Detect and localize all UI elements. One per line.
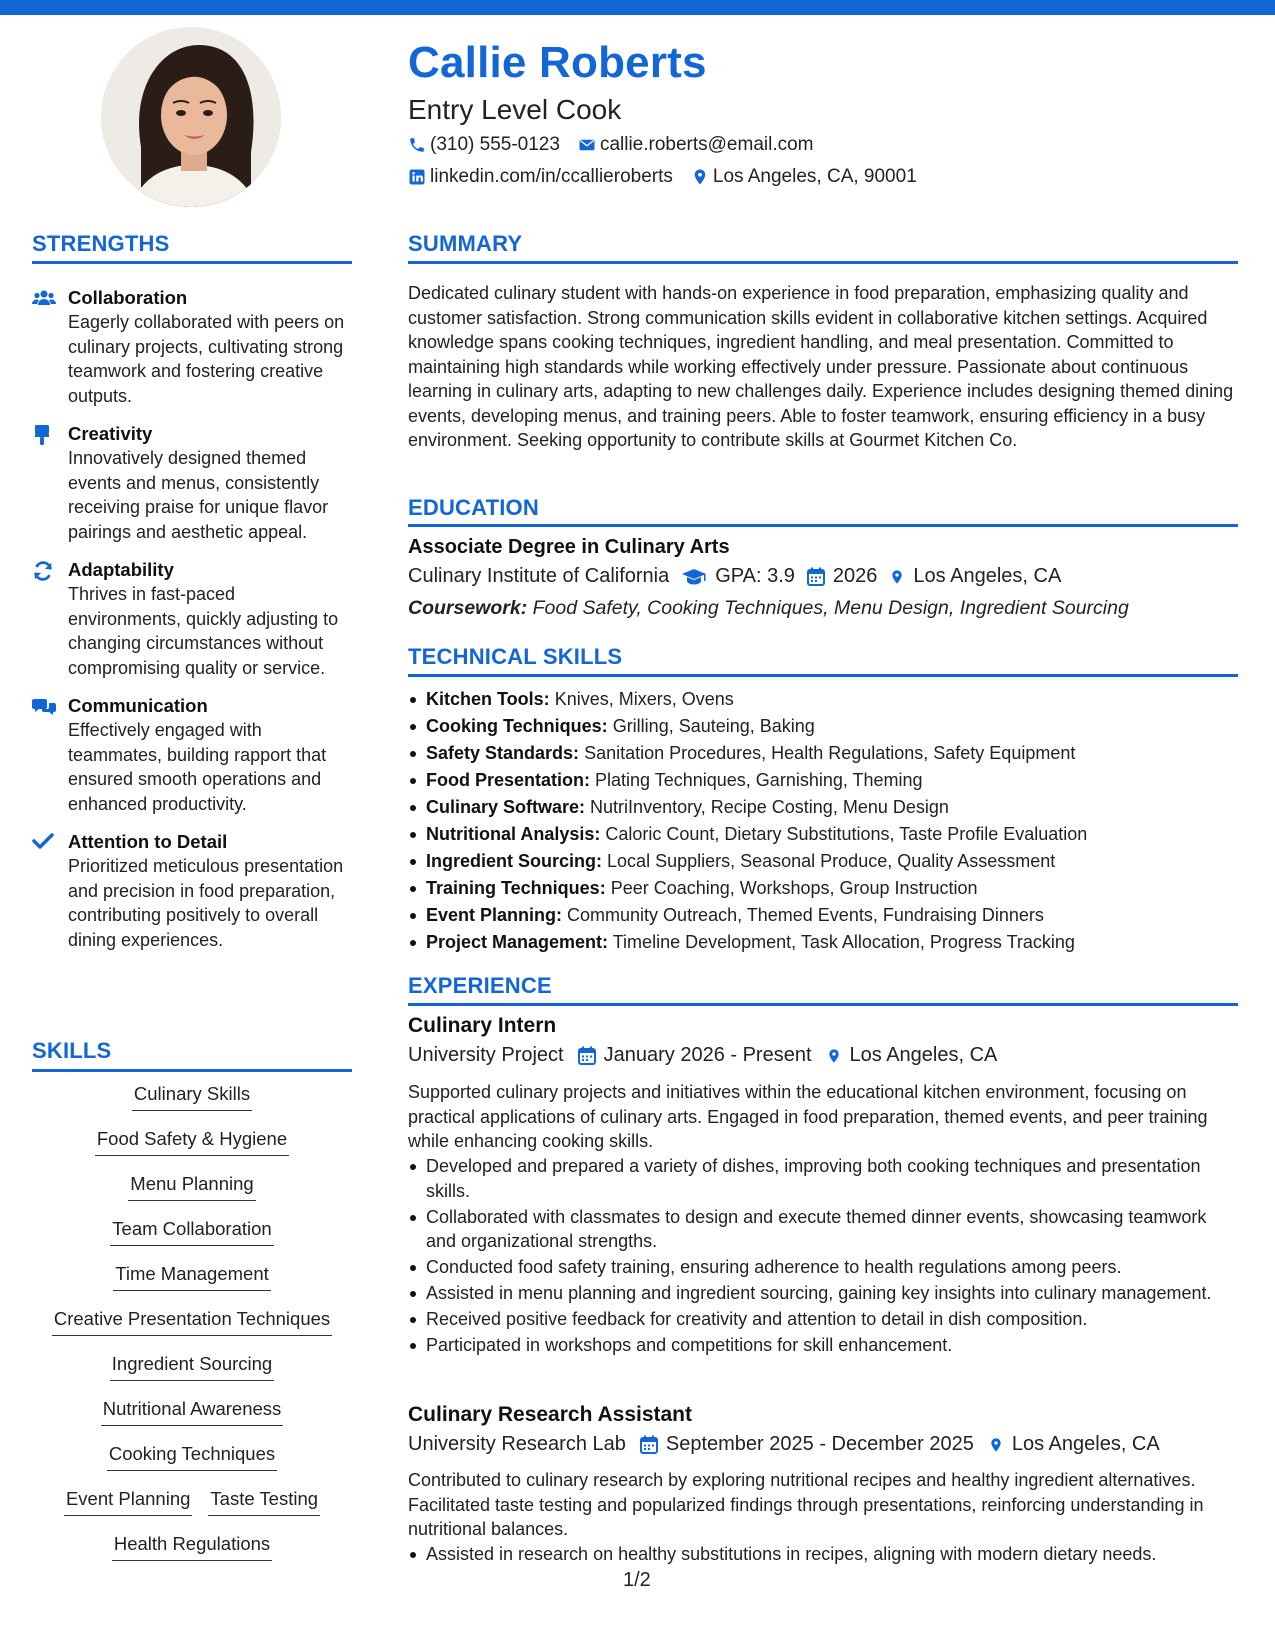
degree-title: Associate Degree in Culinary Arts [408, 536, 730, 558]
strength-desc: Innovatively designed themed events and menus, consistently receiving praise for unique flavor pairings and aesthetic appeal. [68, 448, 329, 542]
tech-skill-item [408, 875, 1238, 902]
tech-skill-label: Cooking Techniques: [426, 716, 608, 736]
experience-rule [408, 1003, 1238, 1006]
skills-rule [32, 1069, 352, 1072]
strength-title: Adaptability [68, 559, 174, 580]
gpa-value: GPA: 3.9 [715, 565, 795, 587]
strengths-rule [32, 261, 352, 264]
strength-desc: Thrives in fast-paced environments, quickly adjusting to changing circumstances without compromising quality or service. [68, 584, 339, 678]
skill-chip: Nutritional Awareness [101, 1397, 284, 1426]
tech-skill-label: Project Management: [426, 932, 609, 952]
job-organization: University Research Lab [408, 1433, 626, 1455]
job-bullets [408, 1154, 1238, 1359]
page-number: 1/2 [623, 1569, 651, 1591]
map-pin-icon [988, 1435, 1004, 1455]
candidate-name: Callie Roberts [408, 38, 707, 87]
job-bullet: Assisted in menu planning and ingredient sourcing, gaining key insights into culinary management. [408, 1281, 1238, 1306]
paintbrush-icon [32, 424, 52, 446]
job-title: Culinary Intern [408, 1014, 557, 1037]
calendar-icon [640, 1435, 658, 1454]
location-contact [691, 166, 917, 188]
email-address[interactable]: callie.roberts@email.com [599, 134, 814, 155]
tech-skill-label: Kitchen Tools: [426, 689, 550, 709]
users-icon [32, 288, 56, 308]
calendar-icon [807, 567, 825, 586]
school-name: Culinary Institute of California [408, 565, 670, 587]
job-description: Contributed to culinary research by exploring nutritional recipes and healthy ingredient alternatives. Facilitated taste testing and popularized findings through presentations, reinforcing understanding in nutritional balances. [408, 1470, 1204, 1539]
skill-chip: Team Collaboration [110, 1217, 273, 1246]
education-heading: EDUCATION [408, 495, 539, 520]
phone-icon [408, 136, 426, 154]
tech-skill-value: Timeline Development, Task Allocation, Progress Tracking [612, 932, 1075, 952]
coursework [408, 597, 1129, 620]
avatar [101, 27, 281, 207]
coursework-list: Food Safety, Cooking Techniques, Menu Design, Ingredient Sourcing [532, 597, 1129, 619]
map-pin-icon [889, 567, 905, 587]
strength-title: Communication [68, 695, 208, 716]
summary-rule [408, 261, 1238, 264]
job-bullet: Assisted in research on healthy substitutions in recipes, aligning with modern dietary needs. [408, 1542, 1238, 1567]
contact-row-2 [408, 166, 935, 188]
job-bullet: Conducted food safety training, ensuring adherence to health regulations among peers. [408, 1255, 1238, 1280]
tech-skill-item [408, 794, 1238, 821]
job-meta [408, 1044, 997, 1067]
job-dates: January 2026 - Present [603, 1044, 812, 1066]
job-bullet: Received positive feedback for creativity and attention to detail in dish composition. [408, 1307, 1238, 1332]
tech-skill-item [408, 713, 1238, 740]
skill-chip: Menu Planning [128, 1172, 255, 1201]
linkedin-contact[interactable] [408, 166, 673, 188]
map-pin-icon [691, 168, 709, 186]
envelope-icon [578, 136, 596, 154]
tech-skill-item [408, 686, 1238, 713]
job-description: Supported culinary projects and initiatives within the educational kitchen environment, focusing on practical applications of culinary arts. Engaged in food preparation, themed events, and peer training while enhancing cooking skills. [408, 1082, 1208, 1151]
skill-chip: Time Management [113, 1262, 271, 1291]
strength-item [32, 422, 352, 544]
top-accent-bar [0, 0, 1275, 15]
job-organization: University Project [408, 1044, 564, 1066]
skill-chip: Ingredient Sourcing [110, 1352, 274, 1381]
skill-chip: Creative Presentation Techniques [52, 1307, 332, 1336]
refresh-icon [32, 560, 54, 582]
tech-skill-label: Culinary Software: [426, 797, 586, 817]
job-bullet: Collaborated with classmates to design and execute themed dinner events, showcasing teamwork and organizational strengths. [408, 1205, 1238, 1254]
experience-heading: EXPERIENCE [408, 973, 552, 998]
job-dates: September 2025 - December 2025 [665, 1433, 974, 1455]
email-contact[interactable] [578, 134, 814, 156]
skill-chip: Event Planning [64, 1487, 192, 1516]
tech-skill-value: Grilling, Sauteing, Baking [612, 716, 815, 736]
education-meta [408, 565, 1061, 588]
coursework-label: Coursework: [408, 597, 528, 619]
job-title: Culinary Research Assistant [408, 1403, 693, 1426]
skills-list [32, 1082, 352, 1577]
tech-skill-label: Ingredient Sourcing: [426, 851, 603, 871]
technical-skills-list [408, 686, 1238, 956]
tech-skill-value: Plating Techniques, Garnishing, Theming [595, 770, 923, 790]
job-bullet: Participated in workshops and competitions for skill enhancement. [408, 1333, 1238, 1358]
tech-skill-value: Local Suppliers, Seasonal Produce, Quality Assessment [607, 851, 1056, 871]
contact-row-1 [408, 134, 832, 156]
check-icon [32, 832, 54, 850]
summary-text: Dedicated culinary student with hands-on experience in food preparation, emphasizing quality and customer satisfaction. Strong communication skills evident in collaborative kitchen settings. Acquired knowledge spans cooking techniques, ingredient handling, and meal presentation. Committed to maintaining high standards while working effectively under pressure. Passionate about continuous learning in culinary arts, adapting to new challenges daily. Experience includes designing themed dining events, developing menus, and training peers. Able to foster teamwork, ensuring efficiency in a busy environment. Seeking opportunity to contribute skills at Gourmet Kitchen Co. [408, 283, 1234, 450]
tech-skill-value: Community Outreach, Themed Events, Fundraising Dinners [567, 905, 1044, 925]
strength-desc: Prioritized meticulous presentation and precision in food preparation, contributing positively to overall dining experiences. [68, 856, 344, 950]
job-location: Los Angeles, CA [1011, 1433, 1160, 1455]
tech-skill-item [408, 929, 1238, 956]
skill-chip: Taste Testing [208, 1487, 320, 1516]
calendar-icon [578, 1046, 596, 1065]
tech-skill-value: Peer Coaching, Workshops, Group Instruction [610, 878, 978, 898]
location-text: Los Angeles, CA, 90001 [712, 166, 917, 187]
tech-skill-label: Food Presentation: [426, 770, 591, 790]
strength-item [32, 830, 352, 952]
linkedin-icon [408, 168, 426, 186]
technical-skills-rule [408, 674, 1238, 677]
skill-chip: Health Regulations [112, 1532, 272, 1561]
job-meta [408, 1433, 1160, 1456]
chat-icon [32, 696, 56, 716]
education-location: Los Angeles, CA [913, 565, 1062, 587]
strength-desc: Effectively engaged with teammates, building rapport that ensured smooth operations and enhanced productivity. [68, 720, 327, 814]
tech-skill-item [408, 767, 1238, 794]
graduation-cap-icon [681, 568, 707, 586]
tech-skill-value: Knives, Mixers, Ovens [554, 689, 734, 709]
strength-title: Collaboration [68, 287, 188, 308]
tech-skill-item [408, 848, 1238, 875]
job-bullet: Developed and prepared a variety of dishes, improving both cooking techniques and presentation skills. [408, 1154, 1238, 1203]
strengths-list [32, 286, 352, 966]
tech-skill-item [408, 740, 1238, 767]
skill-chip: Cooking Techniques [107, 1442, 277, 1471]
phone-number: (310) 555-0123 [430, 134, 560, 155]
strengths-heading: STRENGTHS [32, 231, 170, 256]
tech-skill-label: Training Techniques: [426, 878, 606, 898]
tech-skill-label: Safety Standards: [426, 743, 580, 763]
summary-heading: SUMMARY [408, 231, 523, 256]
skills-heading: SKILLS [32, 1038, 112, 1063]
tech-skill-item [408, 902, 1238, 929]
education-rule [408, 524, 1238, 527]
phone-contact [408, 134, 560, 156]
graduation-year: 2026 [832, 565, 878, 587]
strength-desc: Eagerly collaborated with peers on culinary projects, cultivating strong teamwork and fostering creative outputs. [68, 312, 345, 406]
tech-skill-item [408, 821, 1238, 848]
map-pin-icon [826, 1046, 842, 1066]
strength-item [32, 286, 352, 408]
strength-item [32, 558, 352, 680]
tech-skill-label: Nutritional Analysis: [426, 824, 601, 844]
tech-skill-value: Caloric Count, Dietary Substitutions, Taste Profile Evaluation [605, 824, 1088, 844]
job-location: Los Angeles, CA [849, 1044, 998, 1066]
skill-chip: Culinary Skills [132, 1082, 252, 1111]
linkedin-url[interactable]: linkedin.com/in/ccallieroberts [430, 166, 673, 187]
tech-skill-value: NutriInventory, Recipe Costing, Menu Design [590, 797, 949, 817]
tech-skill-label: Event Planning: [426, 905, 563, 925]
skill-chip: Food Safety & Hygiene [95, 1127, 289, 1156]
strength-title: Creativity [68, 423, 153, 444]
job-role: Entry Level Cook [408, 94, 622, 125]
tech-skill-value: Sanitation Procedures, Health Regulations, Safety Equipment [584, 743, 1076, 763]
strength-item [32, 694, 352, 816]
strength-title: Attention to Detail [68, 831, 228, 852]
job-bullets [408, 1542, 1238, 1568]
technical-skills-heading: TECHNICAL SKILLS [408, 644, 623, 669]
